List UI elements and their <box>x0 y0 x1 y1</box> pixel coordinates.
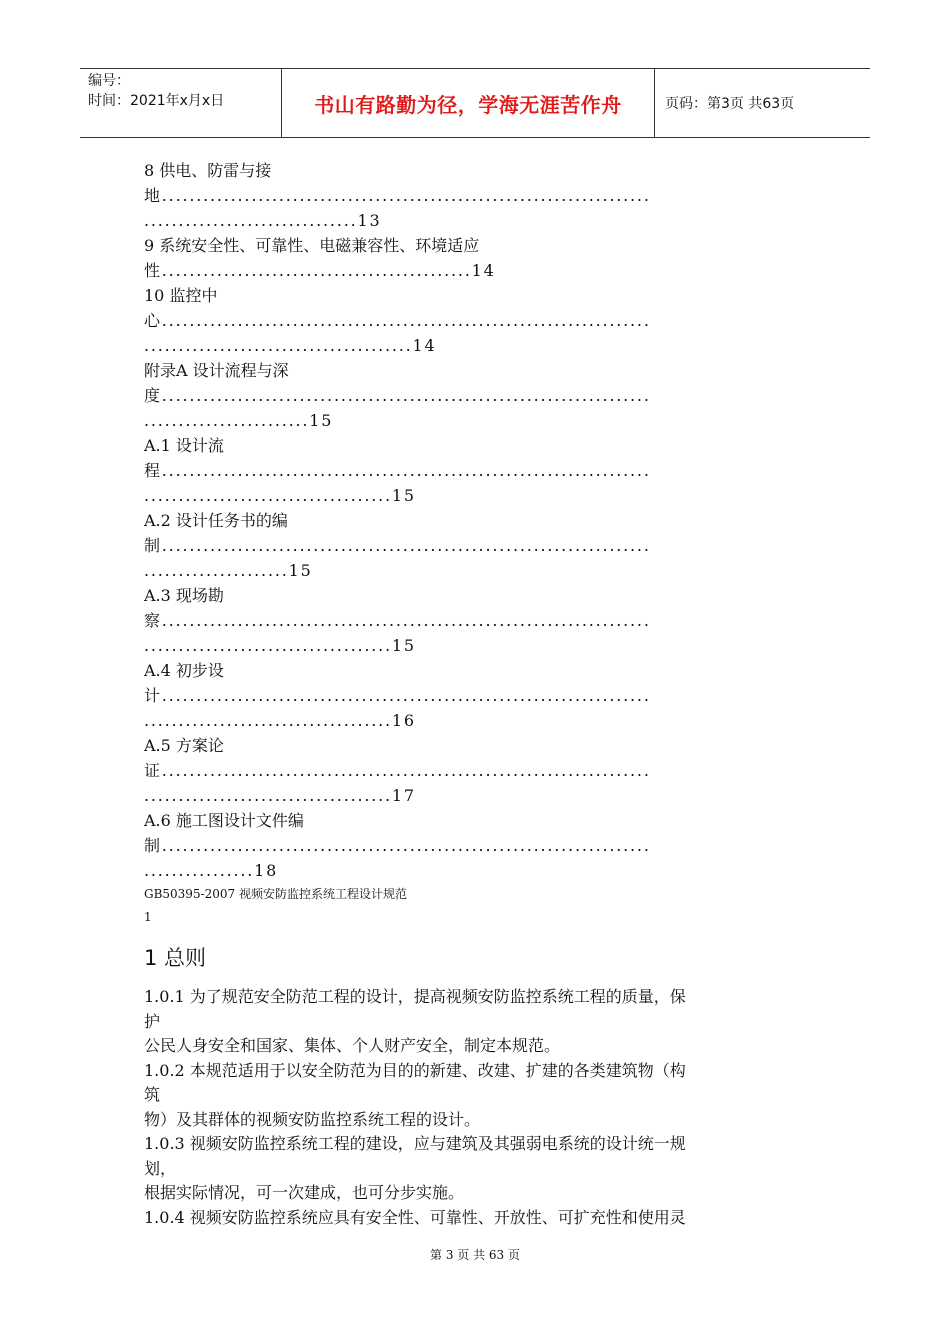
table-of-contents <box>144 158 804 883</box>
toc-line: ........................15 <box>144 411 334 430</box>
toc-line: A.4 初步设 <box>144 661 224 680</box>
toc-line: 计....................................................................... <box>144 686 651 705</box>
header-left <box>88 71 224 111</box>
page-footer: 第 3 页 共 63 页 <box>430 1248 520 1262</box>
header-page-info: 页码：第3页 共63页 <box>665 96 795 112</box>
toc-line: 9 系统安全性、可靠性、电磁兼容性、环境适应 <box>144 236 480 255</box>
toc-entry <box>144 283 804 358</box>
body-line: 1.0.3 视频安防监控系统工程的建设，应与建筑及其强弱电系统的设计统一规 <box>144 1134 686 1153</box>
body-line: 1.0.4 视频安防监控系统应具有安全性、可靠性、开放性、可扩充性和使用灵 <box>144 1207 686 1227</box>
body-line: 根据实际情况，可一次建成，也可分步实施。 <box>144 1183 465 1202</box>
toc-line: ....................................16 <box>144 711 416 730</box>
toc-entry <box>144 233 804 283</box>
toc-line: 地....................................................................... <box>144 186 651 205</box>
body-line: 1.0.1 为了规范安全防范工程的设计，提高视频安防监控系统工程的质量，保 <box>144 987 686 1006</box>
toc-line: ....................................15 <box>144 486 416 505</box>
toc-line: ....................................17 <box>144 786 416 805</box>
toc-line: 10 监控中 <box>144 286 218 305</box>
toc-entry <box>144 583 804 658</box>
toc-line: 制....................................................................... <box>144 536 651 555</box>
toc-line: 察....................................................................... <box>144 611 651 630</box>
toc-entry <box>144 433 804 508</box>
section-title: 1 总则 <box>144 946 207 970</box>
code-label: 编号： <box>88 73 130 89</box>
toc-entry <box>144 358 804 433</box>
toc-line: 程....................................................................... <box>144 461 651 480</box>
toc-line: 度....................................................................... <box>144 386 651 405</box>
toc-line: ....................................15 <box>144 636 416 655</box>
toc-line: A.1 设计流 <box>144 436 224 455</box>
toc-entry <box>144 158 804 233</box>
toc-line: 性.............................................14 <box>144 261 496 280</box>
toc-line: A.3 现场勘 <box>144 586 224 605</box>
toc-entry <box>144 808 804 883</box>
document-note: GB50395-2007 视频安防监控系统工程设计规范 <box>144 887 407 901</box>
body-line: 公民人身安全和国家、集体、个人财产安全，制定本规范。 <box>144 1036 561 1055</box>
header-divider <box>654 69 655 137</box>
toc-line: 制....................................................................... <box>144 836 651 855</box>
toc-line: 附录A 设计流程与深 <box>144 361 289 380</box>
toc-entry <box>144 508 804 583</box>
body-line: 1.0.2 本规范适用于以安全防范为目的的新建、改建、扩建的各类建筑物（构 <box>144 1060 686 1080</box>
body-text <box>144 985 804 1230</box>
toc-line: 证....................................................................... <box>144 761 651 780</box>
header-table <box>80 68 870 138</box>
toc-entry <box>144 733 804 808</box>
header-motto: 书山有路勤为径，学海无涯苦作舟 <box>314 92 622 117</box>
toc-line: A.2 设计任务书的编 <box>144 511 288 530</box>
toc-line: 8 供电、防雷与接 <box>144 161 272 180</box>
body-line: 护 <box>144 1011 161 1031</box>
body-line: 物）及其群体的视频安防监控系统工程的设计。 <box>144 1109 481 1129</box>
toc-line: .......................................14 <box>144 336 437 355</box>
toc-line: .....................15 <box>144 561 313 580</box>
body-line: 划， <box>144 1158 177 1178</box>
toc-line: ...............................13 <box>144 211 382 230</box>
toc-entry <box>144 658 804 733</box>
toc-line: ................18 <box>144 861 279 880</box>
toc-line: 心....................................................................... <box>144 311 651 330</box>
toc-line: A.5 方案论 <box>144 736 224 755</box>
small-page-number: 1 <box>144 910 152 924</box>
toc-line: A.6 施工图设计文件编 <box>144 811 304 830</box>
time-label: 时间：2021年x月x日 <box>88 93 225 109</box>
body-line: 筑 <box>144 1085 161 1104</box>
